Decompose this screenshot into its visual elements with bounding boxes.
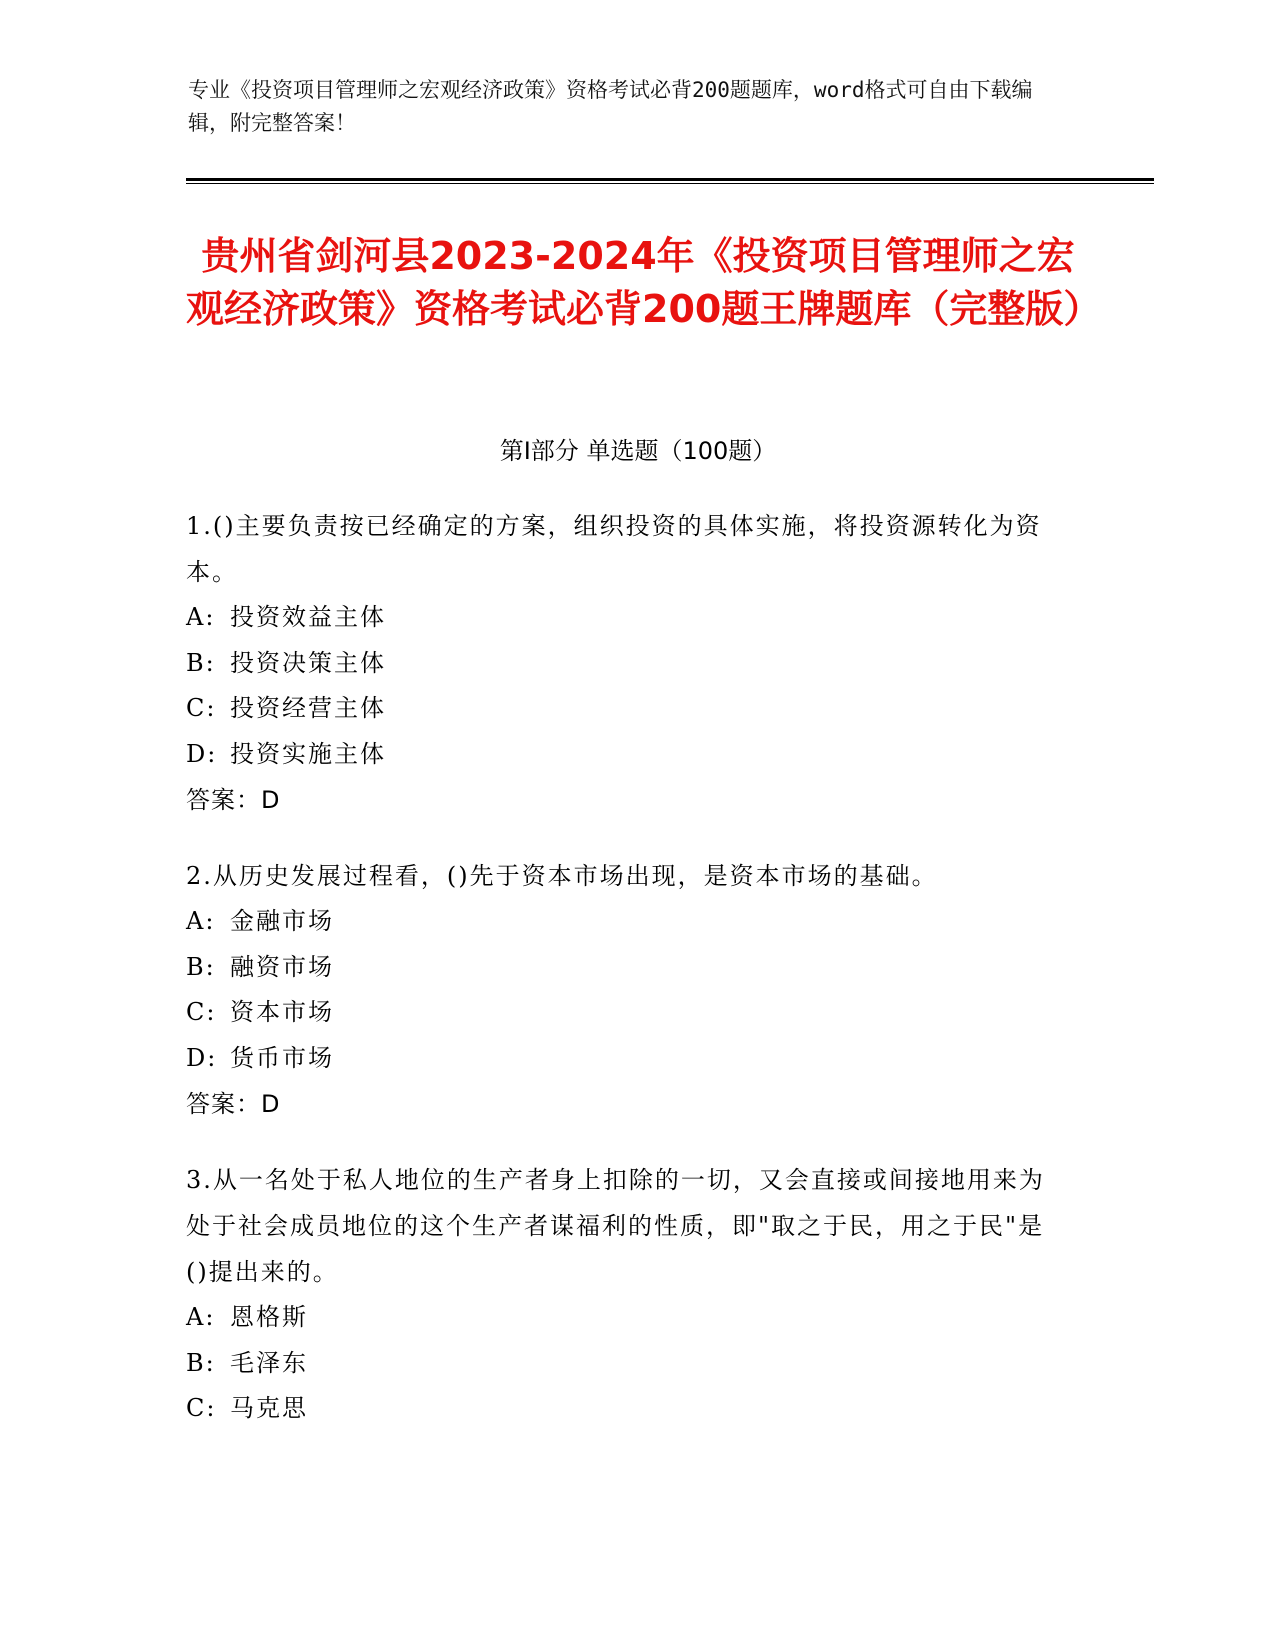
option-text: 马克思 xyxy=(230,1394,308,1422)
option-text: 货币市场 xyxy=(230,1043,334,1072)
header-note: 专业《投资项目管理师之宏观经济政策》资格考试必背200题题库，word格式可自由下载编辑，附完整答案！ xyxy=(188,78,1033,135)
option-label: D: xyxy=(186,1043,218,1072)
header-divider-thick xyxy=(186,178,1154,181)
option-text: 恩格斯 xyxy=(230,1303,308,1331)
option-label: A: xyxy=(186,1303,216,1331)
question-1 xyxy=(186,503,1066,823)
option-a xyxy=(186,595,1066,641)
question-text: 3.从一名处于私人地位的生产者身上扣除的一切，又会直接或间接地用来为处于社会成员地位的这个生产者谋福利的性质，即"取之于民，用之于民"是()提出来的。 xyxy=(186,1166,1045,1286)
option-b xyxy=(186,641,1066,687)
answer: 答案：D xyxy=(186,1090,281,1118)
option-b xyxy=(186,1341,1066,1387)
option-a xyxy=(186,899,1066,945)
option-c xyxy=(186,1386,1066,1432)
option-text: 融资市场 xyxy=(230,952,334,981)
question-2 xyxy=(186,853,1066,1127)
option-text: 资本市场 xyxy=(230,998,334,1026)
option-label: C: xyxy=(186,694,217,722)
option-label: B: xyxy=(186,952,216,981)
question-text: 2.从历史发展过程看，()先于资本市场出现，是资本市场的基础。 xyxy=(186,862,938,890)
option-label: A: xyxy=(186,907,216,935)
question-3 xyxy=(186,1157,1066,1432)
option-d xyxy=(186,1036,1066,1082)
option-a xyxy=(186,1295,1066,1341)
option-label: C: xyxy=(186,998,217,1026)
option-c xyxy=(186,686,1066,732)
option-text: 投资效益主体 xyxy=(230,603,386,631)
option-label: A: xyxy=(186,603,216,631)
section-heading: 第Ⅰ部分 单选题（100题） xyxy=(499,437,777,465)
option-text: 投资实施主体 xyxy=(230,739,386,768)
option-label: B: xyxy=(186,1348,216,1377)
document-title: 贵州省剑河县2023-2024年《投资项目管理师之宏观经济政策》资格考试必背200题王牌题库（完整版） xyxy=(186,234,1102,331)
option-text: 投资决策主体 xyxy=(230,648,386,677)
question-text: 1.()主要负责按已经确定的方案，组织投资的具体实施，将投资源转化为资本。 xyxy=(186,512,1042,586)
option-b xyxy=(186,945,1066,991)
header-divider-thin xyxy=(186,183,1154,184)
option-label: C: xyxy=(186,1394,217,1422)
option-text: 投资经营主体 xyxy=(230,694,386,722)
option-d xyxy=(186,732,1066,778)
option-c xyxy=(186,990,1066,1036)
option-label: B: xyxy=(186,648,216,677)
option-text: 金融市场 xyxy=(230,907,334,935)
option-text: 毛泽东 xyxy=(230,1348,308,1377)
option-label: D: xyxy=(186,739,218,768)
answer: 答案：D xyxy=(186,786,281,814)
